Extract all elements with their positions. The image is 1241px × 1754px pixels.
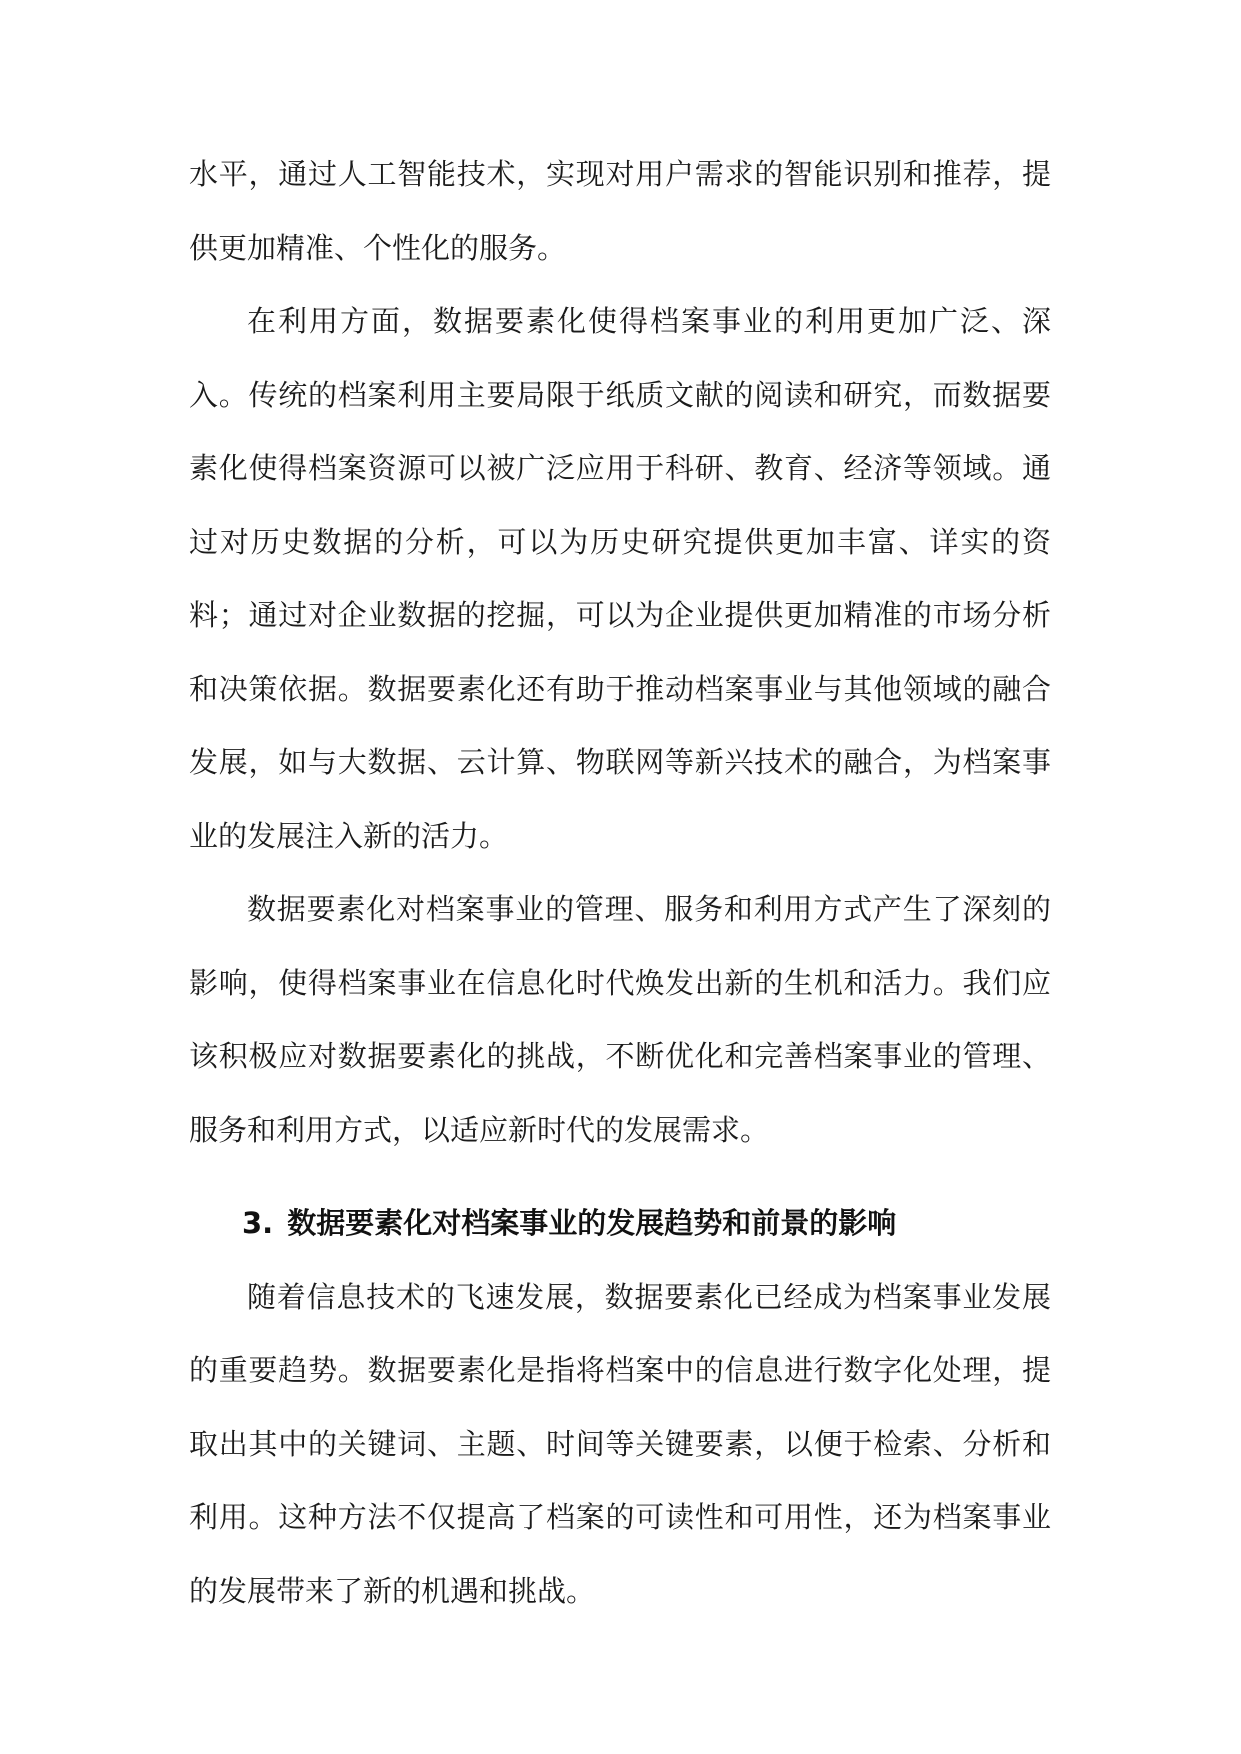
section-number: 3.	[242, 1206, 274, 1240]
paragraph-trend: 随着信息技术的飞速发展，数据要素化已经成为档案事业发展的重要趋势。数据要素化是指将档案中的信息进行数字化处理，提取出其中的关键词、主题、时间等关键要素，以便于检索、分析和利用。这种方法不仅提高了档案的可读性和可用性，还为档案事业的发展带来了新的机遇和挑战。	[189, 1279, 1051, 1608]
paragraph-summary: 数据要素化对档案事业的管理、服务和利用方式产生了深刻的影响，使得档案事业在信息化时代焕发出新的生机和活力。我们应该积极应对数据要素化的挑战，不断优化和完善档案事业的管理、服务和利用方式，以适应新时代的发展需求。	[189, 892, 1051, 1147]
section-title: 数据要素化对档案事业的发展趋势和前景的影响	[287, 1206, 897, 1240]
paragraph-utilization: 在利用方面，数据要素化使得档案事业的利用更加广泛、深入。传统的档案利用主要局限于纸质文献的阅读和研究，而数据要素化使得档案资源可以被广泛应用于科研、教育、经济等领域。通过对历史数据的分析，可以为历史研究提供更加丰富、详实的资料；通过对企业数据的挖掘，可以为企业提供更加精准的市场分析和决策依据。数据要素化还有助于推动档案事业与其他领域的融合发展，如与大数据、云计算、物联网等新兴技术的融合，为档案事业的发展注入新的活力。	[189, 304, 1051, 853]
paragraph-continued: 水平，通过人工智能技术，实现对用户需求的智能识别和推荐，提供更加精准、个性化的服务。	[189, 157, 1051, 265]
body-text	[189, 138, 1051, 1628]
section-heading	[189, 1187, 1051, 1261]
